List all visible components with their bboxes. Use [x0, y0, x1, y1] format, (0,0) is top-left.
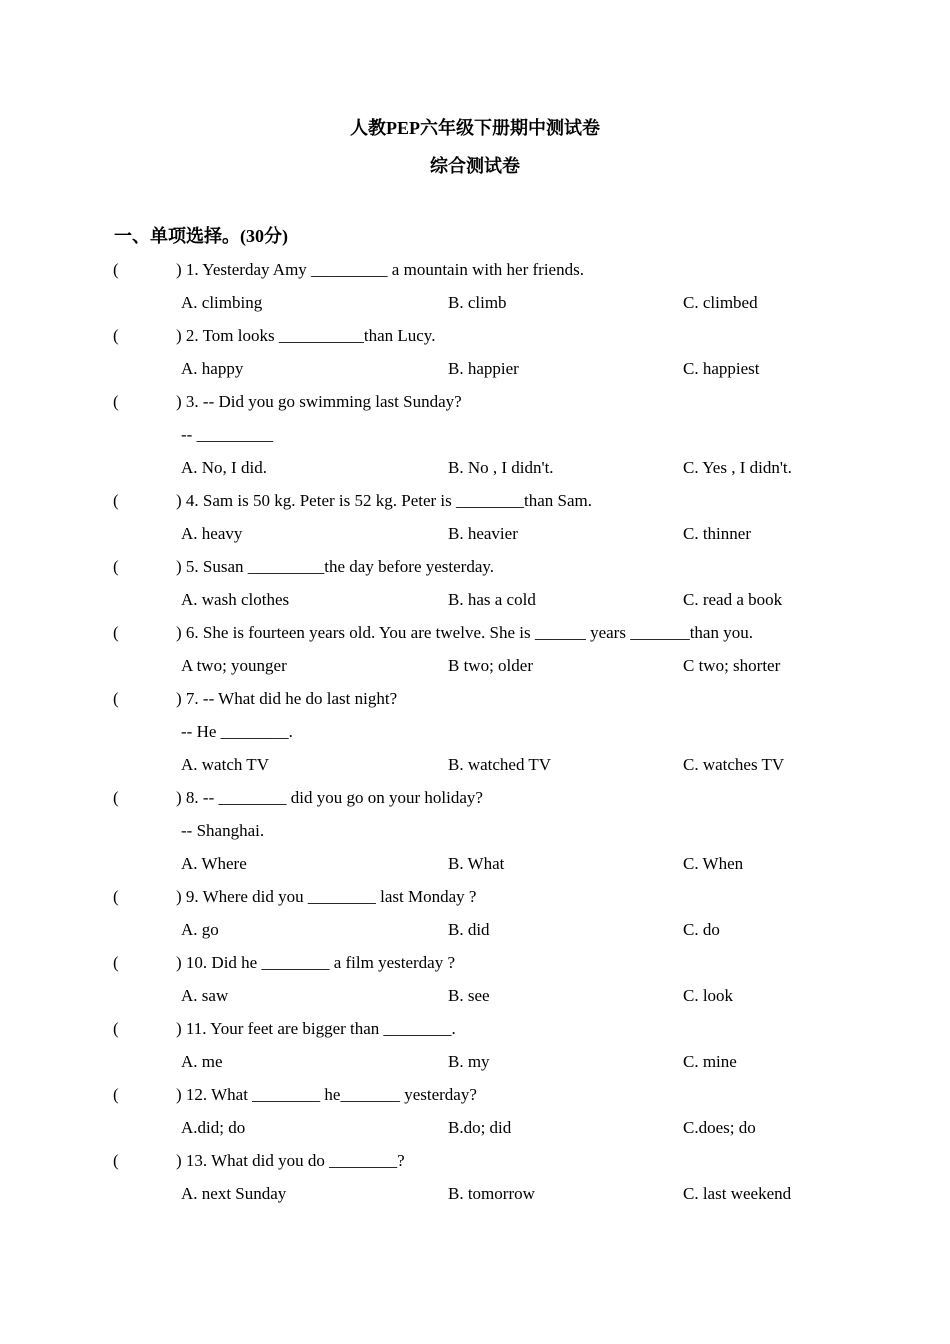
- question-text: ) 6. She is fourteen years old. You are twelve. She is ______ years _______than you.: [176, 623, 753, 642]
- options-line: [0, 654, 950, 687]
- answer-bracket[interactable]: (: [113, 1085, 119, 1104]
- option-c[interactable]: C. mine: [683, 1052, 737, 1071]
- dialogue-response: -- _________: [181, 425, 274, 444]
- option-a[interactable]: A. watch TV: [181, 755, 269, 774]
- question-line: [0, 489, 950, 522]
- options-line: [0, 1050, 950, 1083]
- question-line: [0, 390, 950, 423]
- option-a[interactable]: A.did; do: [181, 1118, 246, 1137]
- options-line: [0, 456, 950, 489]
- answer-bracket[interactable]: (: [113, 887, 119, 906]
- question-line: [0, 621, 950, 654]
- option-c[interactable]: C two; shorter: [683, 656, 781, 675]
- answer-bracket[interactable]: (: [113, 491, 119, 510]
- question-text: ) 12. What ________ he_______ yesterday?: [176, 1085, 477, 1104]
- option-c[interactable]: C. watches TV: [683, 755, 785, 774]
- option-b[interactable]: B. my: [448, 1052, 490, 1071]
- option-a[interactable]: A. No, I did.: [181, 458, 267, 477]
- answer-bracket[interactable]: (: [113, 1151, 119, 1170]
- question-text: ) 10. Did he ________ a film yesterday ?: [176, 953, 456, 972]
- options-line: [0, 753, 950, 786]
- answer-bracket[interactable]: (: [113, 953, 119, 972]
- answer-bracket[interactable]: (: [113, 689, 119, 708]
- question-text: ) 2. Tom looks __________than Lucy.: [176, 326, 436, 345]
- question-text: ) 7. -- What did he do last night?: [176, 689, 398, 708]
- option-b[interactable]: B. heavier: [448, 524, 518, 543]
- option-b[interactable]: B. has a cold: [448, 590, 536, 609]
- question-text: ) 1. Yesterday Amy _________ a mountain with her friends.: [176, 260, 584, 279]
- dialogue-response: -- He ________.: [181, 722, 293, 741]
- answer-bracket[interactable]: (: [113, 557, 119, 576]
- options-line: [0, 291, 950, 324]
- question-line: [0, 951, 950, 984]
- option-c[interactable]: C. When: [683, 854, 744, 873]
- question-text: ) 3. -- Did you go swimming last Sunday?: [176, 392, 462, 411]
- options-line: [0, 984, 950, 1017]
- question-text: ) 13. What did you do ________?: [176, 1151, 405, 1170]
- question-line: [0, 786, 950, 819]
- option-a[interactable]: A. go: [181, 920, 219, 939]
- document-subtitle: 综合测试卷: [430, 156, 520, 176]
- question-text: ) 11. Your feet are bigger than ________.: [176, 1019, 456, 1038]
- option-c[interactable]: C. climbed: [683, 293, 758, 312]
- question-text: ) 9. Where did you ________ last Monday ?: [176, 887, 477, 906]
- option-b[interactable]: B. happier: [448, 359, 519, 378]
- question-line: [0, 1149, 950, 1182]
- option-c[interactable]: C. thinner: [683, 524, 751, 543]
- document-title: 人教PEP六年级下册期中测试卷: [350, 118, 600, 138]
- option-c[interactable]: C. happiest: [683, 359, 760, 378]
- question-line: [0, 324, 950, 357]
- options-line: [0, 852, 950, 885]
- answer-bracket[interactable]: (: [113, 392, 119, 411]
- dialogue-line: [0, 423, 950, 456]
- options-line: [0, 1182, 950, 1215]
- option-c[interactable]: C. look: [683, 986, 734, 1005]
- question-line: [0, 555, 950, 588]
- options-line: [0, 522, 950, 555]
- question-line: [0, 1083, 950, 1116]
- option-c[interactable]: C. do: [683, 920, 720, 939]
- options-line: [0, 1116, 950, 1149]
- option-b[interactable]: B. watched TV: [448, 755, 552, 774]
- answer-bracket[interactable]: (: [113, 788, 119, 807]
- answer-bracket[interactable]: (: [113, 1019, 119, 1038]
- question-line: [0, 1017, 950, 1050]
- option-a[interactable]: A. next Sunday: [181, 1184, 287, 1203]
- option-c[interactable]: C.does; do: [683, 1118, 756, 1137]
- option-b[interactable]: B. did: [448, 920, 490, 939]
- option-a[interactable]: A. me: [181, 1052, 223, 1071]
- question-text: ) 5. Susan _________the day before yesterday.: [176, 557, 495, 576]
- dialogue-line: [0, 720, 950, 753]
- option-c[interactable]: C. Yes , I didn't.: [683, 458, 792, 477]
- option-a[interactable]: A. heavy: [181, 524, 243, 543]
- question-line: [0, 687, 950, 720]
- answer-bracket[interactable]: (: [113, 260, 119, 279]
- option-a[interactable]: A. wash clothes: [181, 590, 290, 609]
- dialogue-line: [0, 819, 950, 852]
- option-b[interactable]: B. see: [448, 986, 490, 1005]
- option-c[interactable]: C. last weekend: [683, 1184, 792, 1203]
- option-a[interactable]: A. saw: [181, 986, 229, 1005]
- question-text: ) 4. Sam is 50 kg. Peter is 52 kg. Peter is ________than Sam.: [176, 491, 593, 510]
- dialogue-response: -- Shanghai.: [181, 821, 265, 840]
- answer-bracket[interactable]: (: [113, 326, 119, 345]
- section-heading: 一、单项选择。(30分): [114, 226, 288, 246]
- option-a[interactable]: A. climbing: [181, 293, 263, 312]
- options-line: [0, 918, 950, 951]
- options-line: [0, 588, 950, 621]
- option-c[interactable]: C. read a book: [683, 590, 783, 609]
- option-a[interactable]: A. Where: [181, 854, 247, 873]
- option-b[interactable]: B. No , I didn't.: [448, 458, 554, 477]
- option-b[interactable]: B.do; did: [448, 1118, 512, 1137]
- options-line: [0, 357, 950, 390]
- question-list: [0, 258, 950, 1215]
- option-a[interactable]: A. happy: [181, 359, 244, 378]
- option-a[interactable]: A two; younger: [181, 656, 287, 675]
- option-b[interactable]: B. tomorrow: [448, 1184, 535, 1203]
- question-line: [0, 885, 950, 918]
- option-b[interactable]: B. What: [448, 854, 505, 873]
- question-text: ) 8. -- ________ did you go on your holiday?: [176, 788, 483, 807]
- option-b[interactable]: B. climb: [448, 293, 507, 312]
- question-line: [0, 258, 950, 291]
- option-b[interactable]: B two; older: [448, 656, 533, 675]
- answer-bracket[interactable]: (: [113, 623, 119, 642]
